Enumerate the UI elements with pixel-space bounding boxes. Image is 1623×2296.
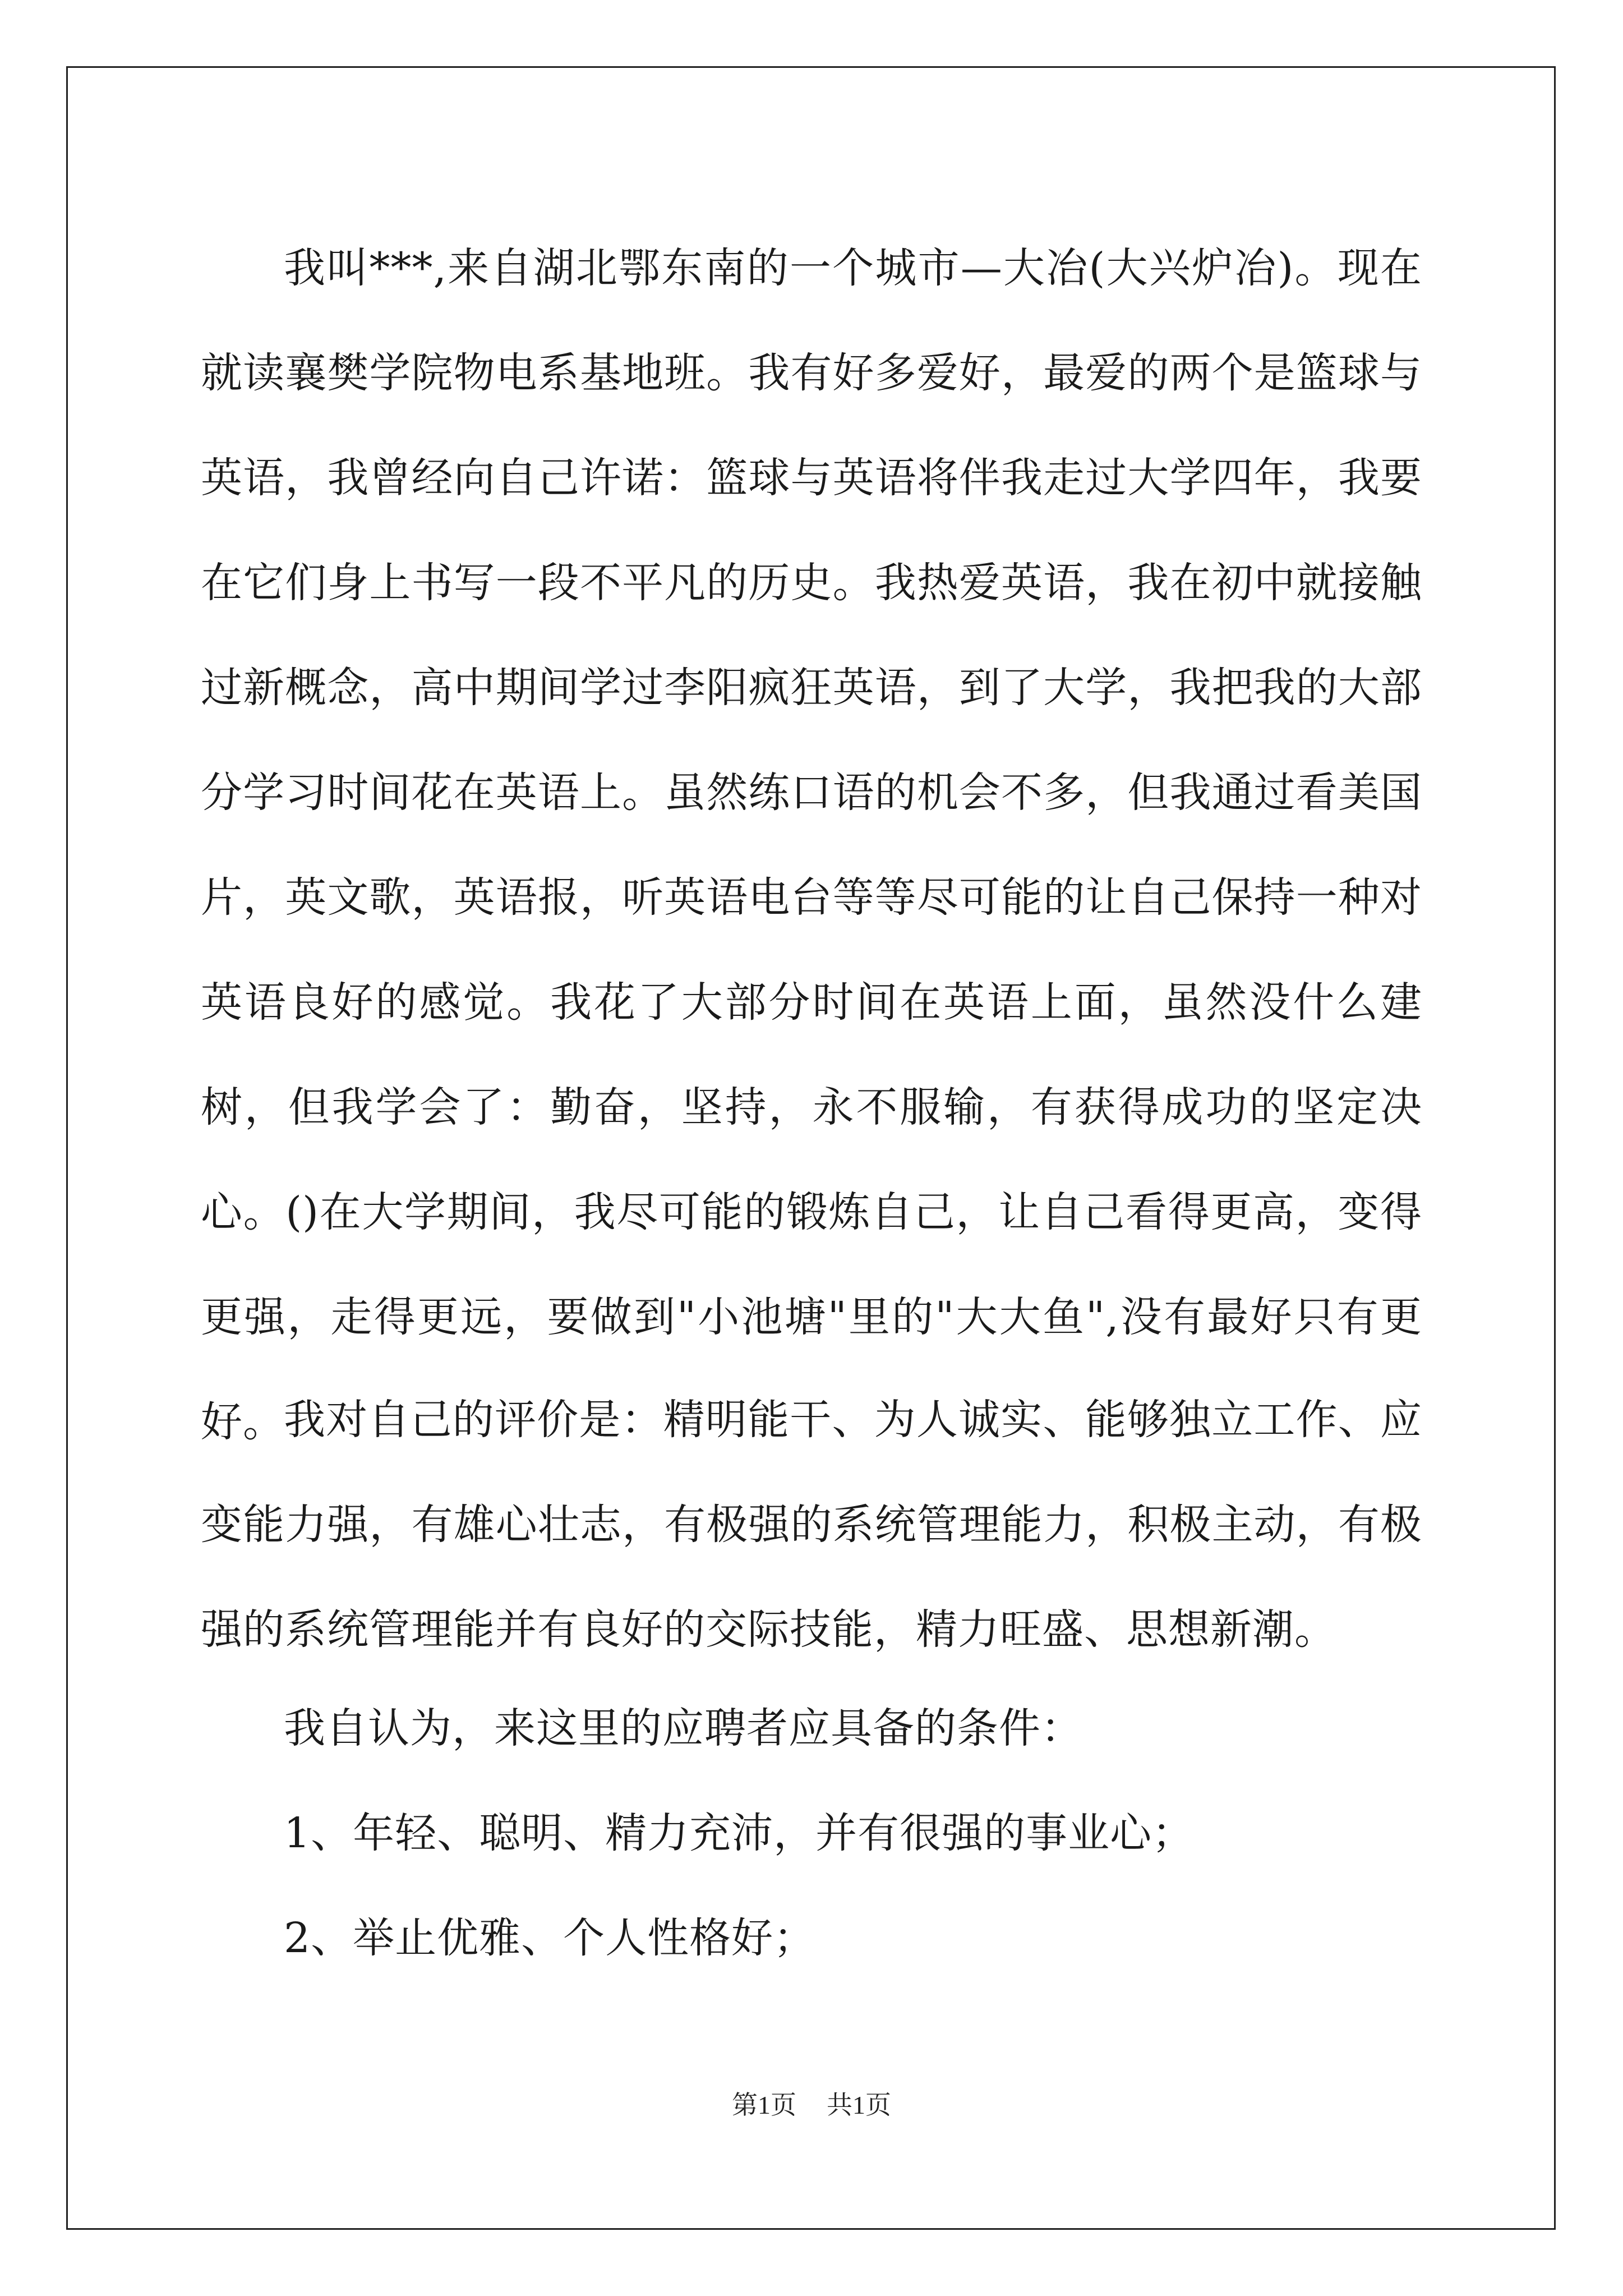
paragraph-self-evaluation: 我对自己的评价是：精明能干、为人诚实、能够独立工作、应变能力强，有雄心壮志，有极强的系统管理能力，积极主动，有极强的系统管理能并有良好的交际技能，精力旺盛、思想新潮。	[201, 1396, 1422, 1654]
paragraph-conditions-intro: 我自认为，来这里的应聘者应具备的条件：	[284, 1704, 1083, 1752]
list-item-condition-1: 1、年轻、聪明、精力充沛，并有很强的事业心；	[284, 1809, 1195, 1857]
paragraph-self-introduction: 我叫***,来自湖北鄂东南的一个城市—大冶(大兴炉冶)。现在就读襄樊学院物电系基地班。我有好多爱好，最爱的两个是篮球与英语，我曾经向自己许诺：篮球与英语将伴我走过大学四年，我要在它们身上书写一段不平凡的历史。我热爱英语，我在初中就接触过新概念，高中期间学过李阳疯狂英语，到了大学，我把我的大部分学习时间花在英语上。虽然练口语的机会不多，但我通过看美国片，英文歌，英语报，听英语电台等等尽可能的让自己保持一种对英语良好的感觉。我花了大部分时间在英语上面，虽然没什么建树，但我学会了：勤奋，坚持，永不服输，有获得成功的坚定决心。()在大学期间，我尽可能的锻炼自己，让自己看得更高，变得更强，走得更远，要做到"小池塘"里的"大大鱼",没有最好只有更好。	[201, 244, 1422, 1446]
document-body	[201, 216, 1422, 1991]
list-item-condition-2: 2、举止优雅、个人性格好；	[284, 1914, 816, 1962]
page-footer	[0, 2088, 1623, 2122]
total-pages: 共1页	[827, 2091, 891, 2119]
page-number: 第1页	[732, 2091, 796, 2119]
